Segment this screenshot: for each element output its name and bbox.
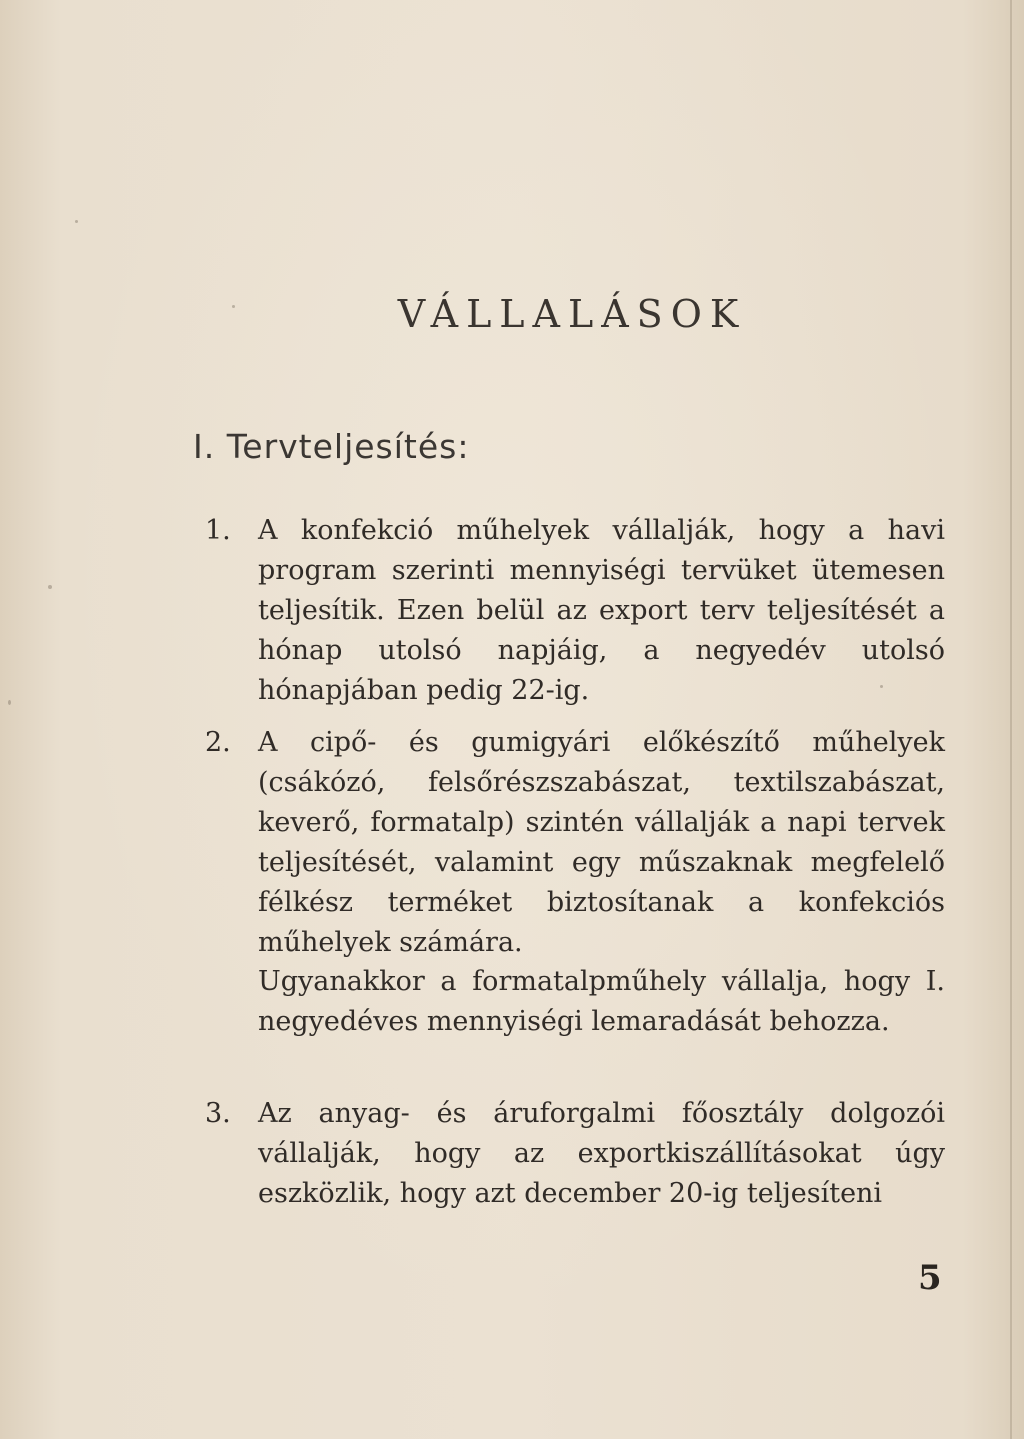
item-paragraph: Ugyanakkor a formatalpműhely vállalja, hogy I. negyedéves mennyiségi lemaradását behozza.: [258, 966, 945, 1037]
paper-speck: [232, 305, 235, 308]
item-number: 1.: [205, 515, 231, 546]
page-number: 5: [918, 1258, 942, 1298]
paper-speck: [8, 700, 11, 705]
paper-speck: [75, 220, 78, 223]
item-text: Az anyag- és áruforgalmi főosztály dolgozói vállalják, hogy az exportkiszállításokat úgy eszközlik, hogy azt december 20-ig teljesíteni: [258, 1098, 945, 1209]
item-text: A konfekció műhelyek vállalják, hogy a havi program szerinti mennyiségi tervüket ütemesen teljesítik. Ezen belül az export terv teljesítését a hónap utolsó napjáig, a negyedév utolsó hónapjában pedig 22-ig.: [258, 515, 945, 706]
page-edge: [1010, 0, 1012, 1439]
item-number: 2.: [205, 727, 231, 758]
page-title: VÁLLALÁSOK: [397, 292, 747, 336]
item-text: A cipő- és gumigyári előkészítő műhelyek (csákózó, felsőrészszabászat, textilszabászat, keverő, formatalp) szintén vállalják a napi tervek teljesítését, valamint egy műszaknak megfelelő félkész terméket biztosítanak a konfekciós műhelyek számára.: [258, 727, 945, 958]
paper-speck: [880, 685, 883, 688]
paper-speck: [48, 585, 52, 589]
item-number: 3.: [205, 1098, 231, 1129]
section-heading: I. Tervteljesítés:: [193, 427, 470, 466]
